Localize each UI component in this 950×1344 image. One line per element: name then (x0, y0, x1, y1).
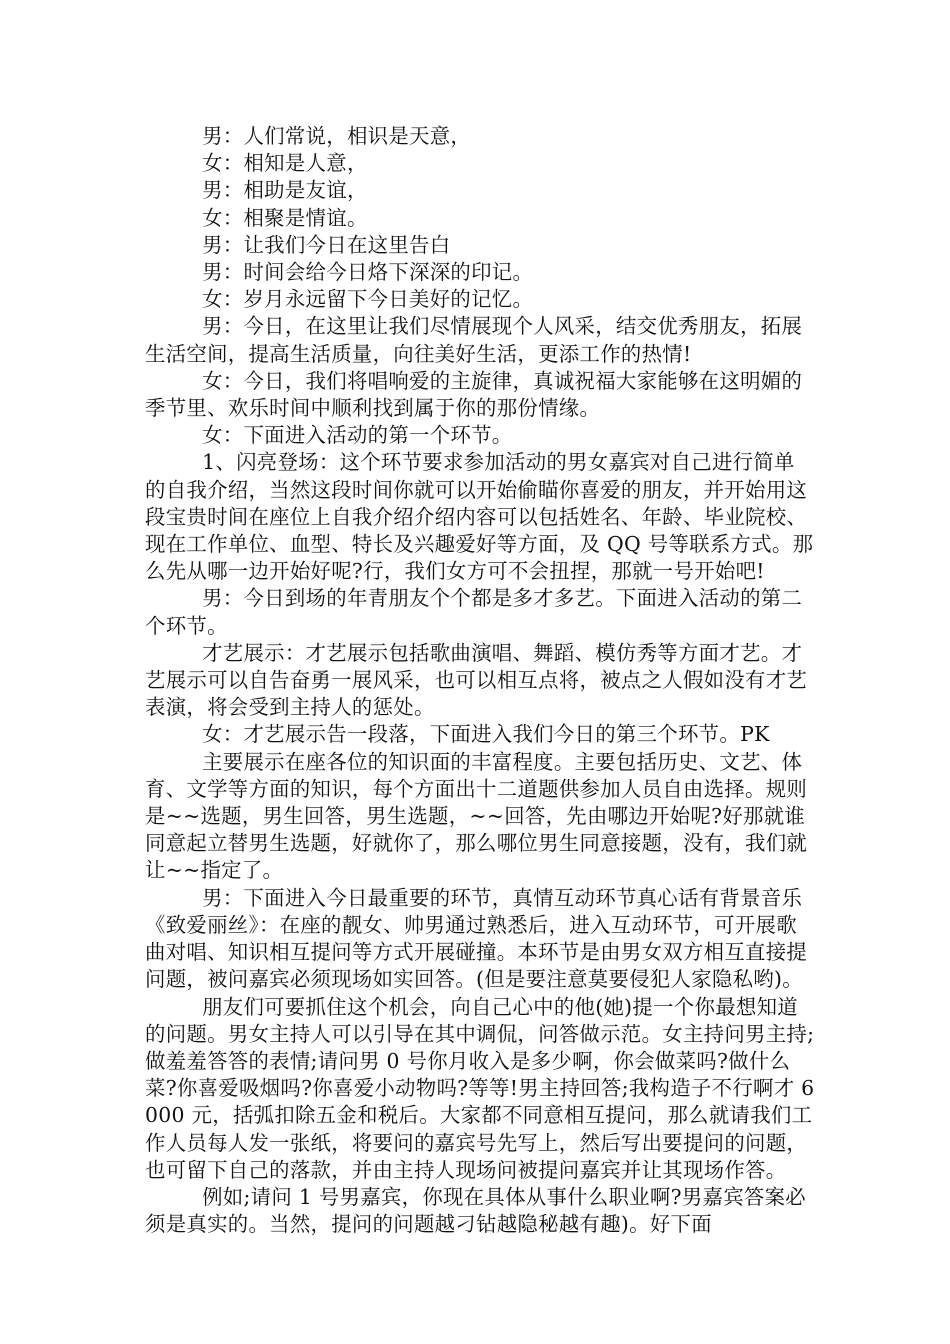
paragraph: 主要展示在座各位的知识面的丰富程度。主要包括历史、文艺、体育、文学等方面的知识，每个方面出十二道题供参加人员自由选择。规则是~~选题，男生回答，男生选题，~~回答，先由哪边开始呢?好那就谁同意起立替男生选题，好就你了，那么哪位男生同意接题，没有，我们就让~~指定了。 (145, 749, 808, 883)
paragraph: 男：人们常说，相识是天意， (202, 124, 472, 148)
paragraph: 才艺展示：才艺展示包括歌曲演唱、舞蹈、模仿秀等方面才艺。才艺展示可以自告奋勇一展风采，也可以相互点将，被点之人假如没有才艺表演，将会受到主持人的惩处。 (145, 640, 808, 720)
paragraph: 朋友们可要抓住这个机会，向自己心中的他(她)提一个你最想知道的问题。男女主持人可以引导在其中调侃，问答做示范。女主持问男主持;做羞羞答答的表情;请问男 0 号你月收入是多少啊，你会做菜吗?做什么菜?你喜爱吸烟吗?你喜爱小动物吗?等等!男主持回答;我构造子不行啊才 6000 元，括弧扣除五金和税后。大家都不同意相互提问，那么就请我们工作人员每人发一张纸，将要问的嘉宾号先写上，然后写出要提问的问题，也可留下自己的落款，并由主持人现场问被提问嘉宾并让其现场作答。 (145, 994, 815, 1182)
paragraph: 女：今日，我们将唱响爱的主旋律，真诚祝福大家能够在这明媚的季节里、欢乐时间中顺利找到属于你的那份情缘。 (145, 368, 803, 421)
paragraph: 女：相聚是情谊。 (202, 205, 368, 230)
paragraph: 男：时间会给今日烙下深深的印记。 (202, 260, 534, 285)
paragraph: 男：今日到场的年青朋友个个都是多才多艺。下面进入活动的第二个环节。 (145, 586, 803, 638)
paragraph: 例如;请问 1 号男嘉宾，你现在具体从事什么职业啊?男嘉宾答案必须是真实的。当然，提问的问题越刁钻越隐秘越有趣)。好下面 (145, 1184, 806, 1237)
paragraph: 女：才艺展示告一段落，下面进入我们今日的第三个环节。PK (202, 722, 770, 747)
paragraph: 女：相知是人意， (202, 151, 368, 176)
paragraph: 女：下面进入活动的第一个环节。 (202, 423, 513, 448)
paragraph: 男：相助是友谊， (202, 178, 368, 203)
paragraph: 男：让我们今日在这里告白 (202, 232, 451, 257)
paragraph: 男：下面进入今日最重要的环节，真情互动环节真心话有背景音乐《致爱丽丝》：在座的靓女、帅男通过熟悉后，进入互动环节，可开展歌曲对唱、知识相互提问等方式开展碰撞。本环节是由男女双方相互直接提问题，被问嘉宾必须现场如实回答。(但是要注意莫要侵犯人家隐私哟)。 (145, 885, 808, 992)
document-body (145, 123, 815, 1238)
paragraph: 男：今日，在这里让我们尽情展现个人风采，结交优秀朋友，拓展生活空间，提高生活质量，向往美好生活，更添工作的热情! (145, 314, 803, 366)
paragraph: 女：岁月永远留下今日美好的记忆。 (202, 287, 534, 312)
paragraph: 1、闪亮登场：这个环节要求参加活动的男女嘉宾对自己进行简单的自我介绍，当然这段时间你就可以开始偷瞄你喜爱的朋友，并开始用这段宝贵时间在座位上自我介绍介绍内容可以包括姓名、年龄、毕业院校、现在工作单位、血型、特长及兴趣爱好等方面，及 QQ 号等联系方式。那么先从哪一边开始好呢?行，我们女方可不会扭捏，那就一号开始吧! (145, 450, 814, 584)
